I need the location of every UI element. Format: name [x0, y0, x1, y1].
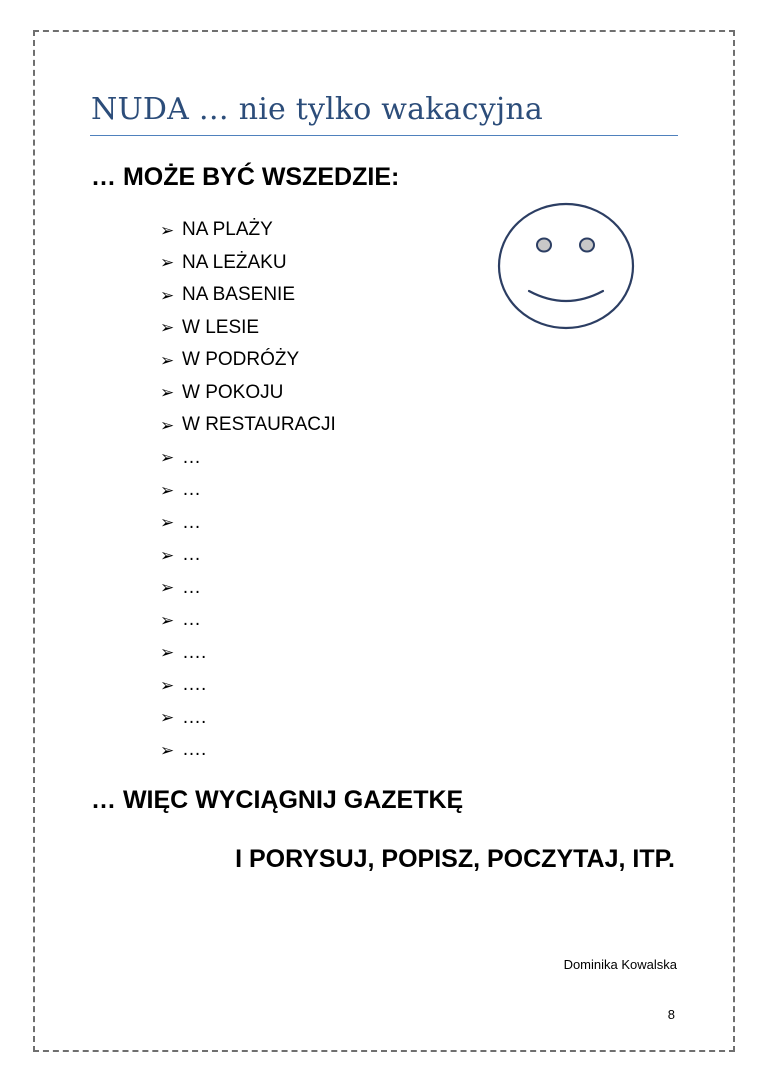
- heading-bottom-1: … WIĘC WYCIĄGNIJ GAZETKĘ: [91, 786, 464, 814]
- list-item: ➢ …: [160, 609, 201, 631]
- arrow-bullet-icon: ➢: [160, 448, 175, 468]
- heading-top: … MOŻE BYĆ WSZEDZIE:: [91, 163, 400, 191]
- list-item: ➢ …: [160, 479, 201, 501]
- list-item: ➢ …: [160, 446, 201, 468]
- arrow-bullet-icon: ➢: [160, 708, 175, 728]
- arrow-bullet-icon: ➢: [160, 578, 175, 598]
- list-item: ➢ ….: [160, 674, 207, 696]
- smiley-right-eye: [580, 239, 594, 252]
- list-item: ➢ ….: [160, 739, 207, 761]
- arrow-bullet-icon: ➢: [160, 740, 175, 760]
- page-title: NUDA … nie tylko wakacyjna: [91, 92, 543, 127]
- arrow-bullet-icon: ➢: [160, 480, 175, 500]
- list-item: ➢ …: [160, 576, 201, 598]
- heading-bottom-2: I PORYSUJ, POPISZ, POCZYTAJ, ITP.: [235, 845, 675, 873]
- arrow-bullet-icon: ➢: [160, 415, 175, 435]
- list-item: ➢ ….: [160, 706, 207, 728]
- arrow-bullet-icon: ➢: [160, 220, 175, 240]
- list-item: ➢ ….: [160, 641, 207, 663]
- list-item: ➢ NA BASENIE: [160, 284, 295, 306]
- places-list: [160, 214, 336, 767]
- arrow-bullet-icon: ➢: [160, 675, 175, 695]
- list-item: ➢ W RESTAURACJI: [160, 414, 336, 436]
- list-item: ➢ …: [160, 544, 201, 566]
- title-underline: [90, 135, 678, 136]
- author-name: Dominika Kowalska: [563, 957, 677, 972]
- smiley-face-svg: [495, 200, 637, 332]
- arrow-bullet-icon: ➢: [160, 643, 175, 663]
- arrow-bullet-icon: ➢: [160, 253, 175, 273]
- smiley-outline: [499, 204, 633, 328]
- arrow-bullet-icon: ➢: [160, 513, 175, 533]
- list-item: ➢ NA LEŻAKU: [160, 251, 287, 273]
- smiley-left-eye: [537, 239, 551, 252]
- arrow-bullet-icon: ➢: [160, 610, 175, 630]
- arrow-bullet-icon: ➢: [160, 350, 175, 370]
- list-item: ➢ W PODRÓŻY: [160, 349, 300, 371]
- page-number: 8: [667, 1007, 675, 1022]
- arrow-bullet-icon: ➢: [160, 318, 175, 338]
- list-item: ➢ W LESIE: [160, 316, 260, 338]
- arrow-bullet-icon: ➢: [160, 545, 175, 565]
- smiley-face-icon: [495, 200, 637, 337]
- arrow-bullet-icon: ➢: [160, 383, 175, 403]
- list-item: ➢ …: [160, 511, 201, 533]
- arrow-bullet-icon: ➢: [160, 285, 175, 305]
- list-item: ➢ NA PLAŻY: [160, 219, 273, 241]
- list-item: ➢ W POKOJU: [160, 381, 284, 403]
